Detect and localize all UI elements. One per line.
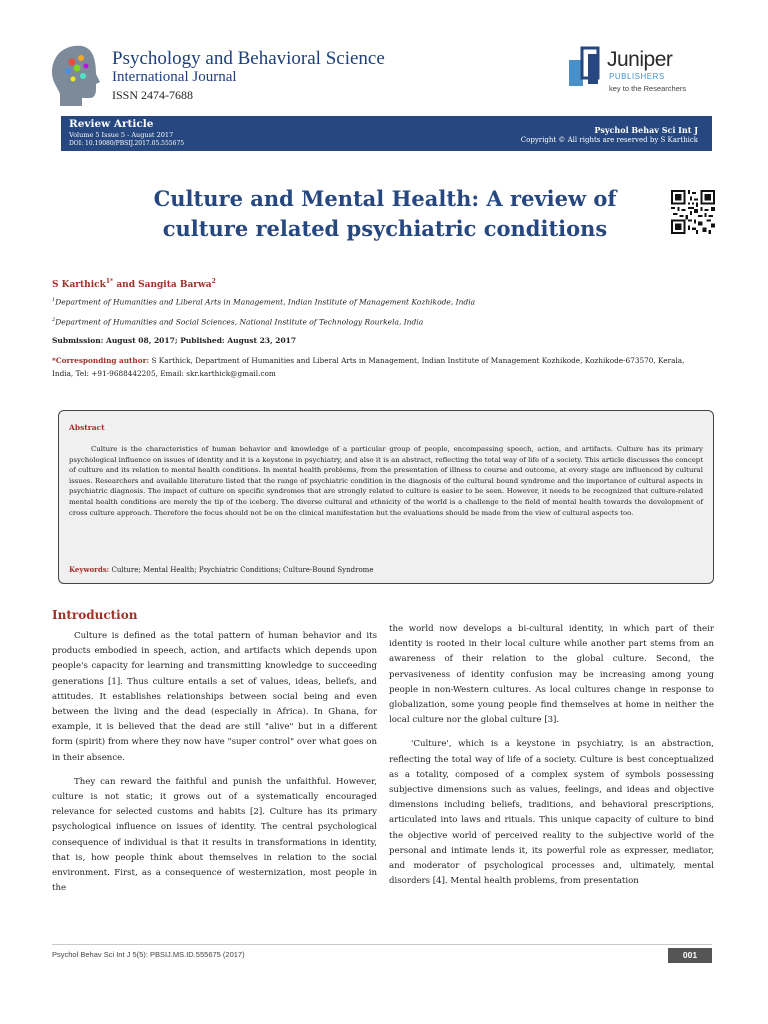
author-joiner: and: [113, 280, 139, 290]
keywords-label: Keywords:: [69, 565, 110, 574]
corresponding-author: [52, 354, 692, 380]
affiliation-2: [52, 317, 423, 327]
title-line-2: culture related psychiatric conditions: [162, 216, 608, 241]
journal-subtitle: International Journal: [112, 69, 237, 85]
body-column-left: [52, 629, 377, 905]
journal-logo-head-icon: [42, 40, 108, 110]
abstract-body: Culture is the characteristics of human behavior and knowledge of a particular group of people, encompassing speech, action, and artifacts. Culture has its primary psychological influence on issues of identity and it is a keystone in psychiatry, and also it is an abstract, reflecting the total way of life of a society. This article discusses the concept of culture and its relation to mental health conditions. In mental health problems, from the presentation of illness to course and outcome, at every stage are influenced by cultural issues. Researchers and available literature listed that the range of psychiatric condition in the diagnosis of the cultural bound syndrome and the importance of cultural aspects in psychiatric diagnosis. The impact of culture on specific syndromes that are strongly related to culture is easier to be seen. However, it needs to be recognized that culture-related mental health conditions are merely the tip of the iceberg. The diverse cultural and ethnicity of the world is a challenge to the field of mental health towards the development of cross culture approach. Therefore the focus should not be on the clinical manifestation but the evaluations should be made from the view of cultural aspects too.: [69, 445, 703, 517]
corresponding-text: S Karthick, Department of Humanities and Liberal Arts in Management, Indian Institute of Management Kozhikode, Kozhikode-673570, Kerala, India, Tel: +91-9688442205, Email: skr.karthick@gmail.com: [52, 356, 685, 378]
issn: ISSN 2474-7688: [112, 88, 194, 102]
keywords: [69, 565, 373, 574]
affiliation-1: [52, 297, 475, 307]
authors: [52, 278, 216, 290]
journal-short-name: Psychol Behav Sci Int J: [594, 125, 698, 135]
title-line-1: Culture and Mental Health: A review of: [153, 186, 617, 211]
paragraph: the world now develops a bi-cultural identity, in which part of their identity is rooted in their local culture while another part stems from an awareness of their relation to the global culture. Second, the pervasiveness of identity confusion may be increasing among young people in non-Western cultures. As local cultures change in response to globalization, some young people find themselves at home in neither the local culture nor the global culture [3].: [389, 624, 714, 726]
affiliation-2-num: 2: [52, 317, 56, 323]
author-2[interactable]: Sangita Barwa: [138, 280, 212, 290]
page-number: 001: [668, 948, 712, 963]
doi[interactable]: DOI: 10.19080/PBSIJ.2017.05.555675: [69, 140, 185, 147]
qr-code-icon[interactable]: [671, 190, 715, 234]
article-info-banner: [61, 116, 712, 151]
author-1[interactable]: S Karthick: [52, 280, 106, 290]
journal-name: Psychology and Behavioral Science: [112, 48, 385, 69]
author-1-sup: 1*: [105, 278, 114, 285]
volume-info: Volume 5 Issue 5 - August 2017: [69, 131, 174, 139]
submission-dates: Submission: August 08, 2017; Published: August 23, 2017: [52, 336, 297, 345]
abstract-box: [58, 410, 714, 584]
publisher-logo-icon: [566, 44, 606, 94]
affiliation-1-num: 1: [52, 297, 56, 303]
article-title: [80, 184, 690, 244]
publisher-sub: PUBLISHERS: [609, 72, 665, 81]
author-2-sup: 2: [211, 278, 216, 285]
introduction-heading: Introduction: [52, 608, 138, 622]
affiliation-1-text: Department of Humanities and Liberal Arts in Management, Indian Institute of Management Kozhikode, India: [55, 297, 476, 307]
publisher-tagline: key to the Researchers: [609, 84, 687, 93]
publisher-name: Juniper: [607, 48, 673, 71]
corresponding-label: *Corresponding author:: [52, 356, 150, 365]
paragraph: Culture is defined as the total pattern of human behavior and its products embodied in speech, action, and artifacts which depends upon people's capacity for learning and transmitting knowledge to succeeding generations [1]. Thus culture entails a set of values, ideas, beliefs, and attitudes. It establishes relationships between social being and even between the living and the dead (especially in Africa). In Ghana, for example, it is believed that the dead are still "alive" but in a different form (spirit) from where they now have "super control" over what goes on in their absence.: [52, 631, 377, 763]
article-type: Review Article: [69, 118, 154, 130]
paragraph: 'Culture', which is a keystone in psychiatry, is an abstraction, reflecting the total way of life of a society. Culture is best conceptualized as a totality, composed of a complex system of symbols possessing subjective dimensions such as values, feelings, and ideas and objective dimensions including beliefs, traditions, and behavioral prescriptions, articulated into laws and rituals. This unique capacity of culture to bind the objective world of perceived reality to the subjective world of the personal and intimate lends it, its powerful role as expresser, mediator, and moderator of psychological processes and, ultimately, mental disorders [4]. Mental health problems, from presentation: [389, 739, 714, 887]
footer-divider: [52, 944, 712, 945]
affiliation-2-text: Department of Humanities and Social Sciences, National Institute of Technology Rourkela, India: [55, 317, 424, 327]
abstract-heading: Abstract: [69, 423, 105, 432]
copyright: Copyright © All rights are reserved by S Karthick: [520, 136, 698, 144]
paragraph: They can reward the faithful and punish the unfaithful. However, culture is not static; it grows out of a systematically encouraged relevance for selected customs and habits [2]. Culture has its primary psychological influence on issues of identity. The central psychological consequence of individual is that it results in transformations in identity, that is, how people think about themselves in relation to the social environment. First, as a consequence of westernization, most people in the: [52, 776, 377, 894]
keywords-text: Culture; Mental Health; Psychiatric Conditions; Culture-Bound Syndrome: [109, 566, 374, 574]
body-column-right: [389, 622, 714, 898]
footer-citation: Psychol Behav Sci Int J 5(5): PBSIJ.MS.ID.555675 (2017): [52, 950, 245, 959]
